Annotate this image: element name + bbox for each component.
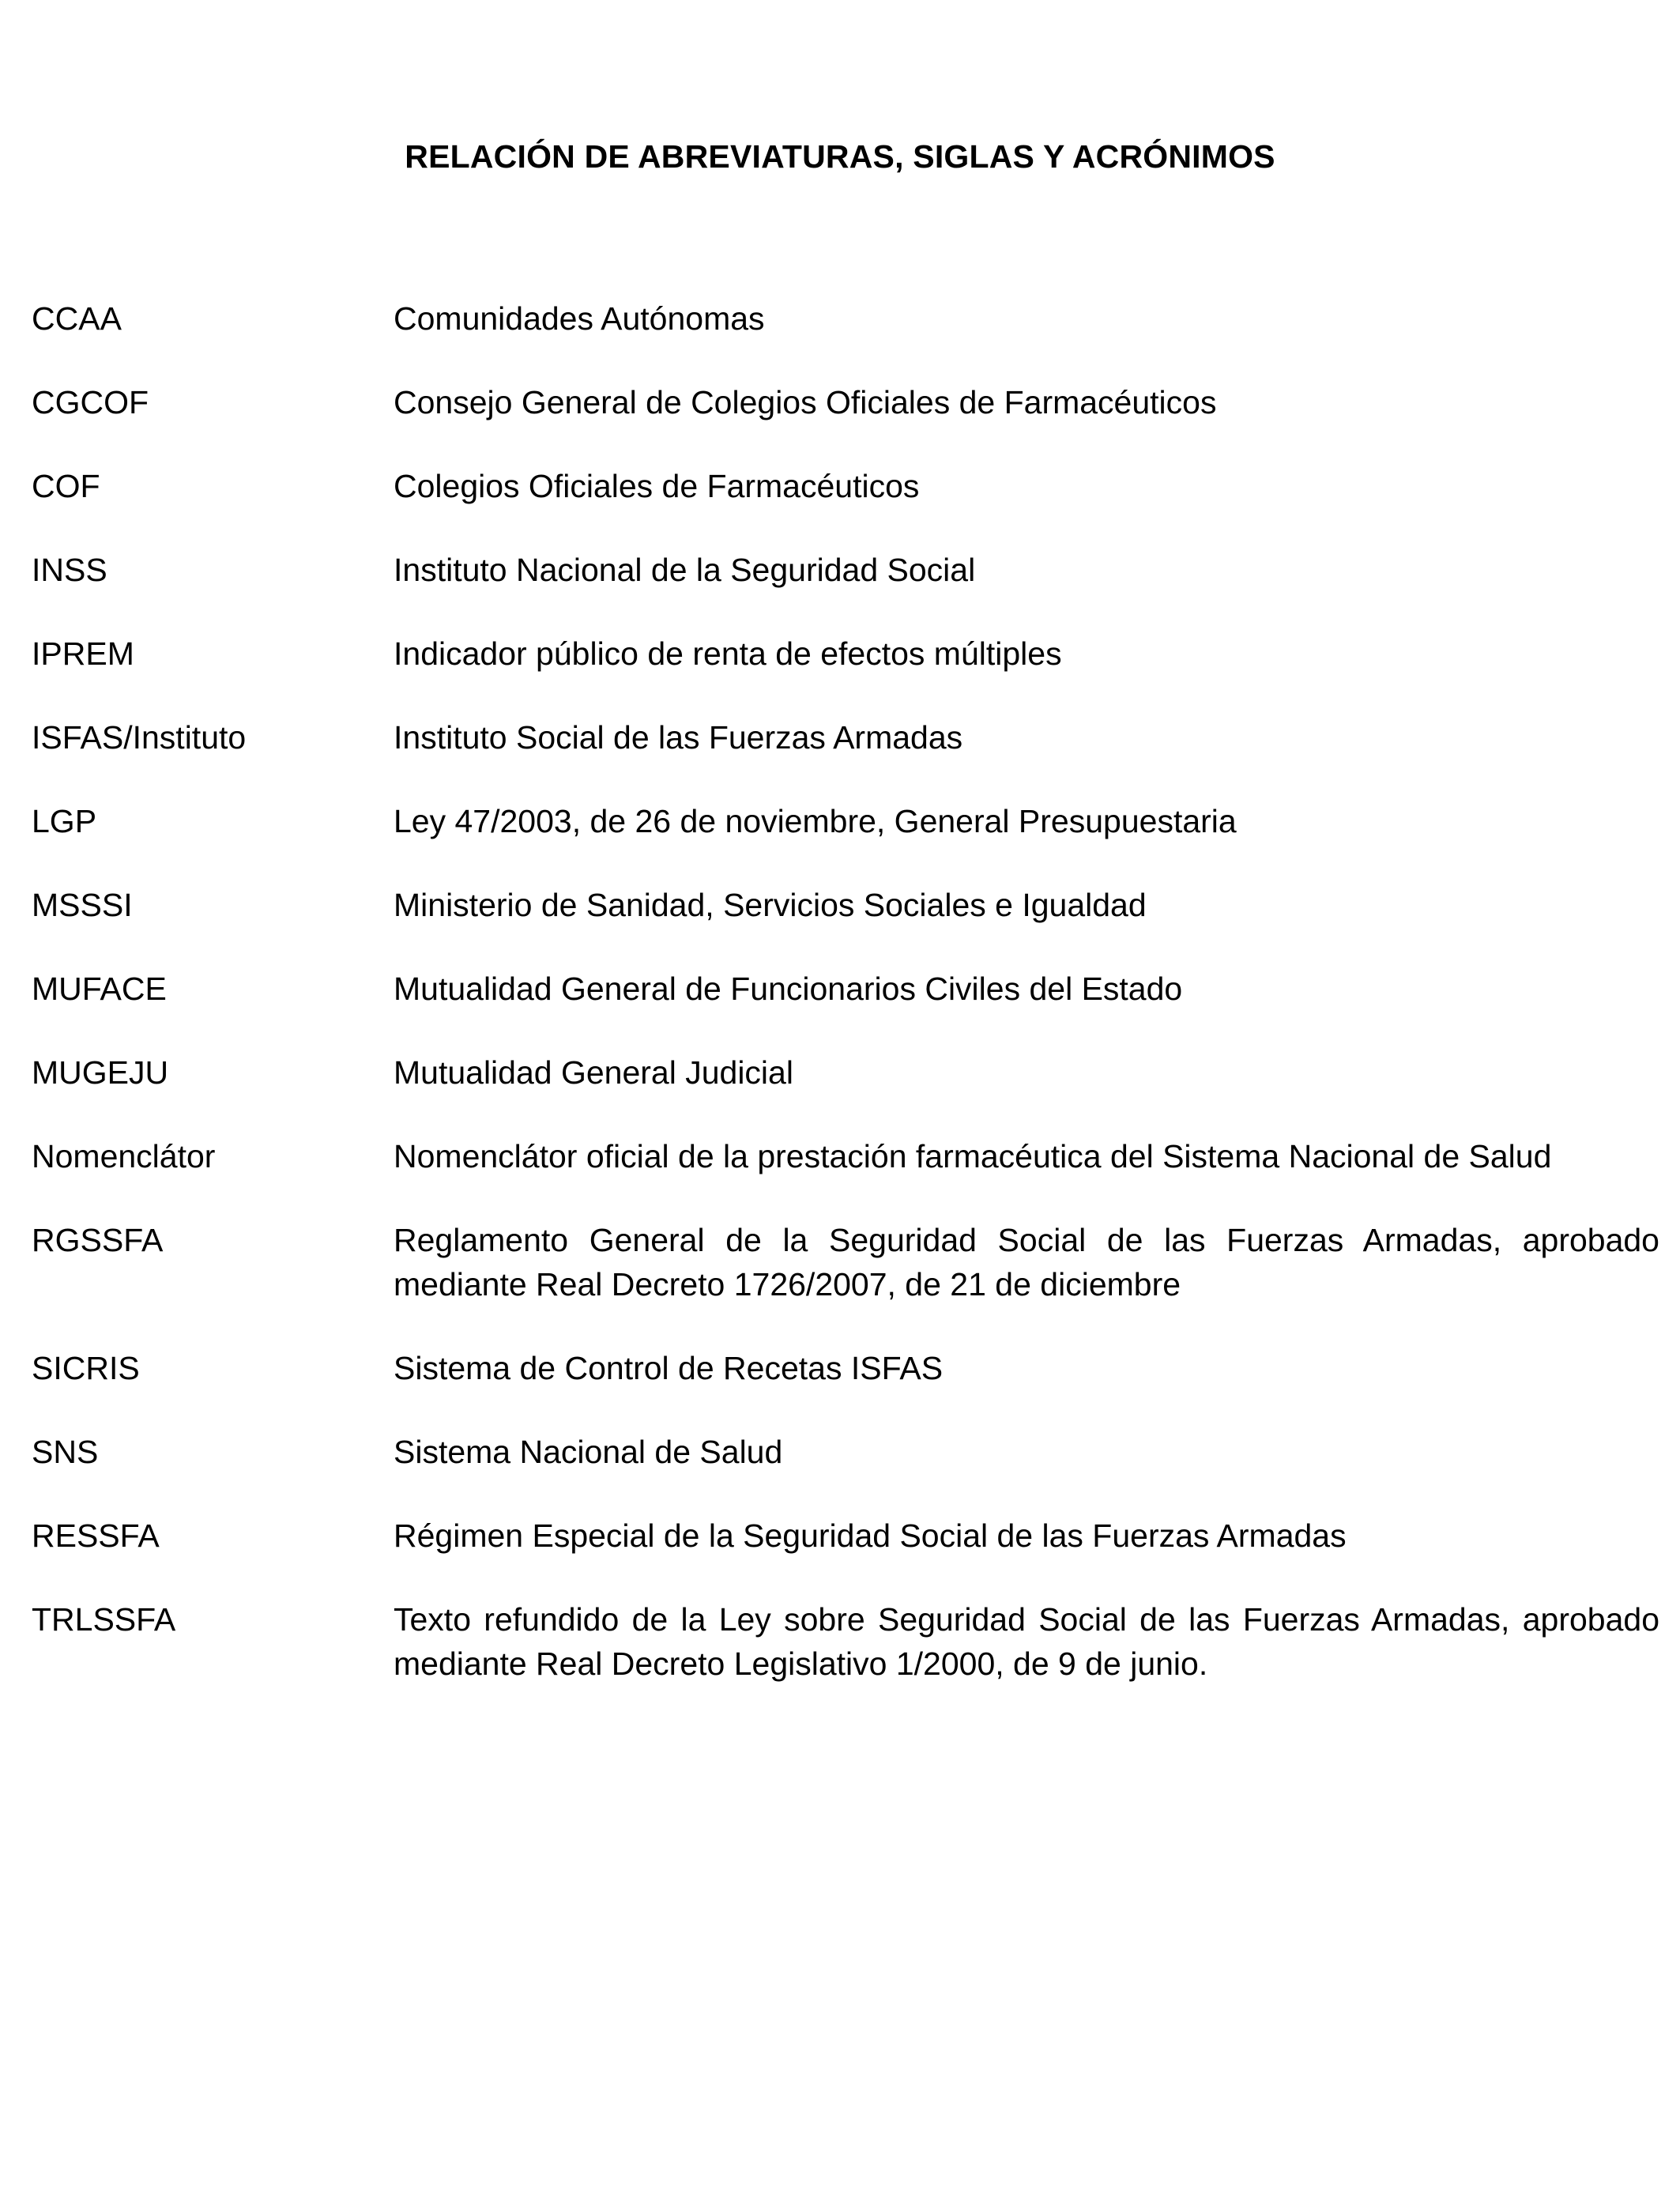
entry-isfas [32, 715, 1659, 760]
entry-definition: Texto refundido de la Ley sobre Seguridad Social de las Fuerzas Armadas, aprobado mediante Real Decreto Legislativo 1/2000, de 9 de junio. [394, 1601, 1659, 1682]
entry-abbreviation: SICRIS [32, 1350, 140, 1386]
entry-definition: Nomenclátor oficial de la prestación farmacéutica del Sistema Nacional de Salud [394, 1138, 1552, 1174]
entry-definition: Ministerio de Sanidad, Servicios Sociales e Igualdad [394, 887, 1147, 923]
entry-definition: Instituto Nacional de la Seguridad Social [394, 552, 976, 588]
entry-trlssfa [32, 1597, 1659, 1686]
entry-definition: Sistema Nacional de Salud [394, 1434, 783, 1470]
entry-abbreviation: Nomenclátor [32, 1138, 216, 1174]
entry-definition: Colegios Oficiales de Farmacéuticos [394, 468, 920, 504]
entry-abbreviation: CCAA [32, 300, 122, 337]
entry-lgp [32, 799, 1659, 843]
entry-abbreviation: IPREM [32, 635, 134, 672]
entry-iprem [32, 631, 1659, 676]
entry-abbreviation: MSSSI [32, 887, 133, 923]
entry-sns [32, 1430, 1659, 1474]
page-title: RELACIÓN DE ABREVIATURAS, SIGLAS Y ACRÓNIMOS [405, 138, 1275, 175]
entry-definition: Reglamento General de la Seguridad Social de las Fuerzas Armadas, aprobado mediante Real Decreto 1726/2007, de 21 de diciembre [394, 1222, 1659, 1302]
entry-definition: Instituto Social de las Fuerzas Armadas [394, 719, 963, 756]
entry-abbreviation: RESSFA [32, 1517, 160, 1554]
entry-sicris [32, 1346, 1659, 1390]
entry-nomenclator [32, 1134, 1659, 1178]
entry-ressfa [32, 1514, 1659, 1558]
entry-muface [32, 967, 1659, 1011]
entry-abbreviation: COF [32, 468, 100, 504]
entry-cgcof [32, 380, 1659, 424]
entry-inss [32, 548, 1659, 592]
entry-definition: Ley 47/2003, de 26 de noviembre, General Presupuestaria [394, 803, 1237, 839]
entry-definition: Consejo General de Colegios Oficiales de Farmacéuticos [394, 384, 1217, 420]
entry-cof [32, 464, 1659, 508]
entry-definition: Régimen Especial de la Seguridad Social de las Fuerzas Armadas [394, 1517, 1347, 1554]
entry-abbreviation: RGSSFA [32, 1222, 164, 1258]
entry-abbreviation: SNS [32, 1434, 99, 1470]
entry-definition: Sistema de Control de Recetas ISFAS [394, 1350, 944, 1386]
entry-abbreviation: INSS [32, 552, 107, 588]
entry-msssi [32, 883, 1659, 927]
entry-definition: Mutualidad General de Funcionarios Civiles del Estado [394, 971, 1183, 1007]
entry-ccaa [32, 296, 1659, 341]
entry-definition: Comunidades Autónomas [394, 300, 765, 337]
entry-abbreviation: CGCOF [32, 384, 149, 420]
entry-mugeju [32, 1050, 1659, 1095]
entry-abbreviation: ISFAS/Instituto [32, 719, 247, 756]
entry-definition: Indicador público de renta de efectos múltiples [394, 635, 1062, 672]
entry-abbreviation: MUFACE [32, 971, 167, 1007]
entry-definition: Mutualidad General Judicial [394, 1054, 793, 1091]
entry-abbreviation: LGP [32, 803, 97, 839]
abbreviation-list [32, 296, 1659, 1725]
entry-abbreviation: MUGEJU [32, 1054, 169, 1091]
entry-abbreviation: TRLSSFA [32, 1601, 176, 1638]
entry-rgssfa [32, 1218, 1659, 1306]
